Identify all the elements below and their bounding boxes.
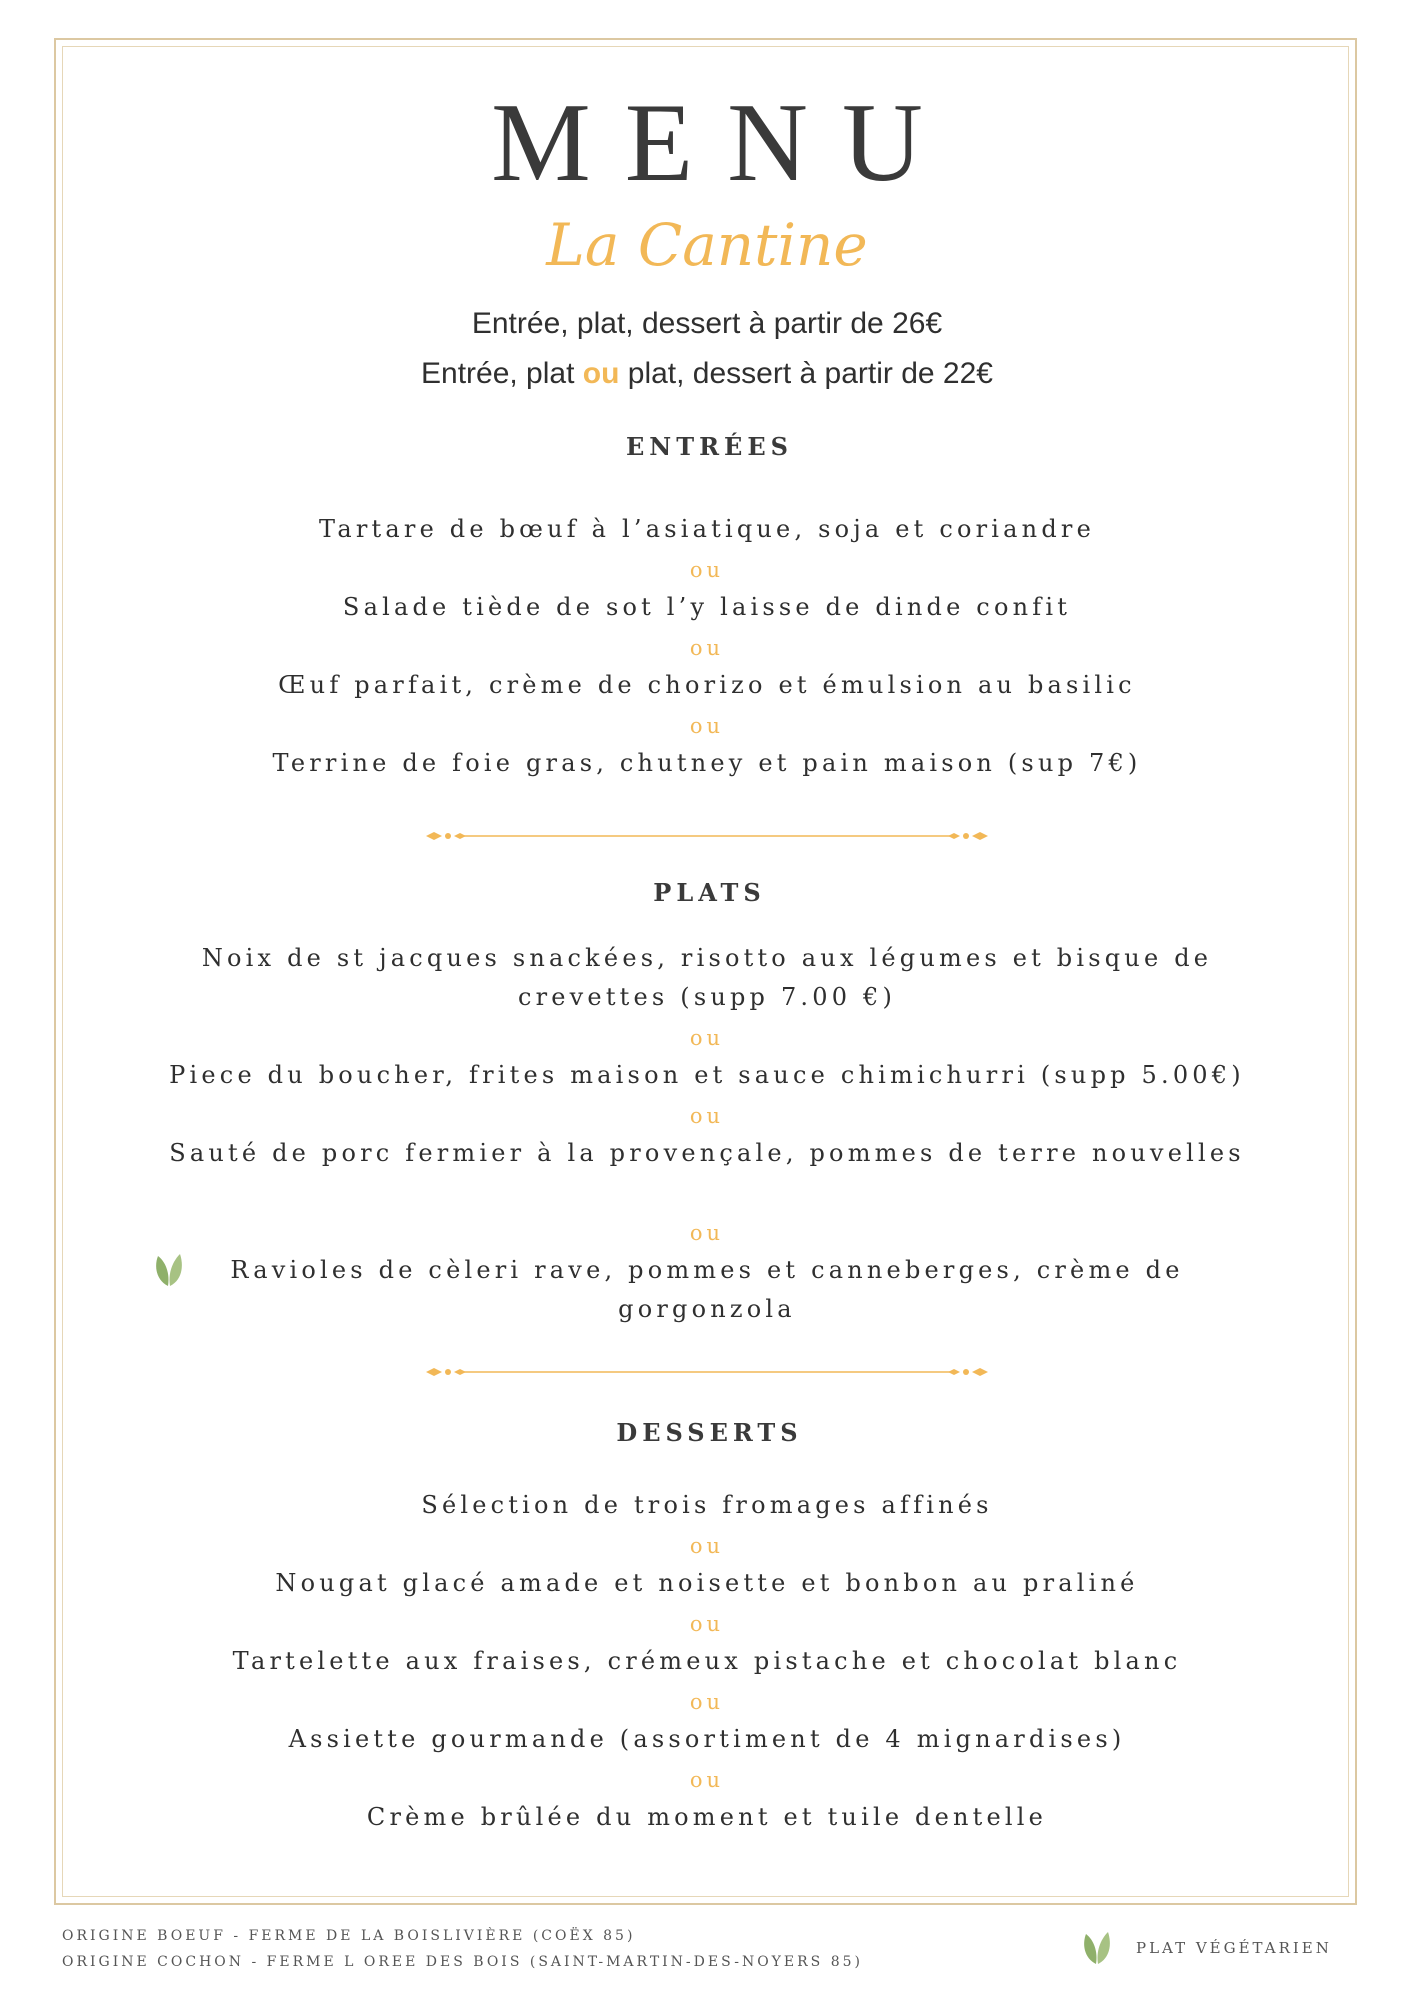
section-title-desserts: DESSERTS (616, 1418, 803, 1447)
or-separator: ou (689, 1690, 725, 1714)
entree-item-3: Œuf parfait, crème de chorizo et émulsion au basilic (278, 671, 1136, 699)
price-line-2-ou: ou (582, 357, 620, 390)
dessert-item-5: Crème brûlée du moment et tuile dentelle (366, 1803, 1048, 1831)
section-title-plats: PLATS (653, 878, 766, 907)
price-line-2 (0, 352, 1414, 396)
dessert-item-4: Assiette gourmande (assortiment de 4 mignardises) (288, 1725, 1126, 1753)
price-line-2-part2: plat, dessert à partir de 22€ (619, 357, 993, 390)
plat-item-4: Ravioles de cèleri rave, pommes et canneberges, crème de gorgonzola (230, 1256, 1184, 1323)
footer-origin-boeuf: ORIGINE BOEUF - FERME DE LA BOISLIVIÈRE (COËX 85) (62, 1928, 636, 1944)
entree-item-4: Terrine de foie gras, chutney et pain maison (sup 7€) (272, 749, 1142, 777)
dessert-item-3: Tartelette aux fraises, crémeux pistache et chocolat blanc (232, 1647, 1182, 1675)
dessert-item-1: Sélection de trois fromages affinés (421, 1491, 993, 1519)
or-separator: ou (689, 558, 725, 582)
section-title-entrees: ENTRÉES (626, 432, 793, 461)
restaurant-name: La Cantine (546, 211, 868, 279)
footer-origin-cochon: ORIGINE COCHON - FERME L OREE DES BOIS (SAINT-MARTIN-DES-NOYERS 85) (62, 1954, 863, 1970)
or-separator: ou (689, 1768, 725, 1792)
or-separator: ou (689, 714, 725, 738)
price-line-2-part1: Entrée, plat (421, 357, 583, 390)
menu-title: MENU (491, 81, 957, 205)
or-separator: ou (689, 1221, 725, 1245)
or-separator: ou (689, 1026, 725, 1050)
ornament-divider (424, 1362, 990, 1382)
entree-item-2: Salade tiède de sot l’y laisse de dinde confit (342, 593, 1072, 621)
leaf-icon (1080, 1928, 1114, 1966)
plat-item-2: Piece du boucher, frites maison et sauce chimichurri (supp 5.00€) (169, 1061, 1245, 1089)
ornament-divider (424, 826, 990, 846)
or-separator: ou (689, 636, 725, 660)
entree-item-1: Tartare de bœuf à l’asiatique, soja et coriandre (319, 515, 1095, 543)
or-separator: ou (689, 1612, 725, 1636)
price-line-1: Entrée, plat, dessert à partir de 26€ (471, 307, 943, 340)
or-separator: ou (689, 1534, 725, 1558)
footer-vegetarian-legend: PLAT VÉGÉTARIEN (1136, 1939, 1332, 1957)
or-separator: ou (689, 1104, 725, 1128)
dessert-item-2: Nougat glacé amade et noisette et bonbon au praliné (275, 1569, 1139, 1597)
plat-item-1: Noix de st jacques snackées, risotto aux légumes et bisque de crevettes (supp 7.00 €) (201, 944, 1213, 1011)
plat-item-3: Sauté de porc fermier à la provençale, pommes de terre nouvelles (169, 1139, 1245, 1167)
